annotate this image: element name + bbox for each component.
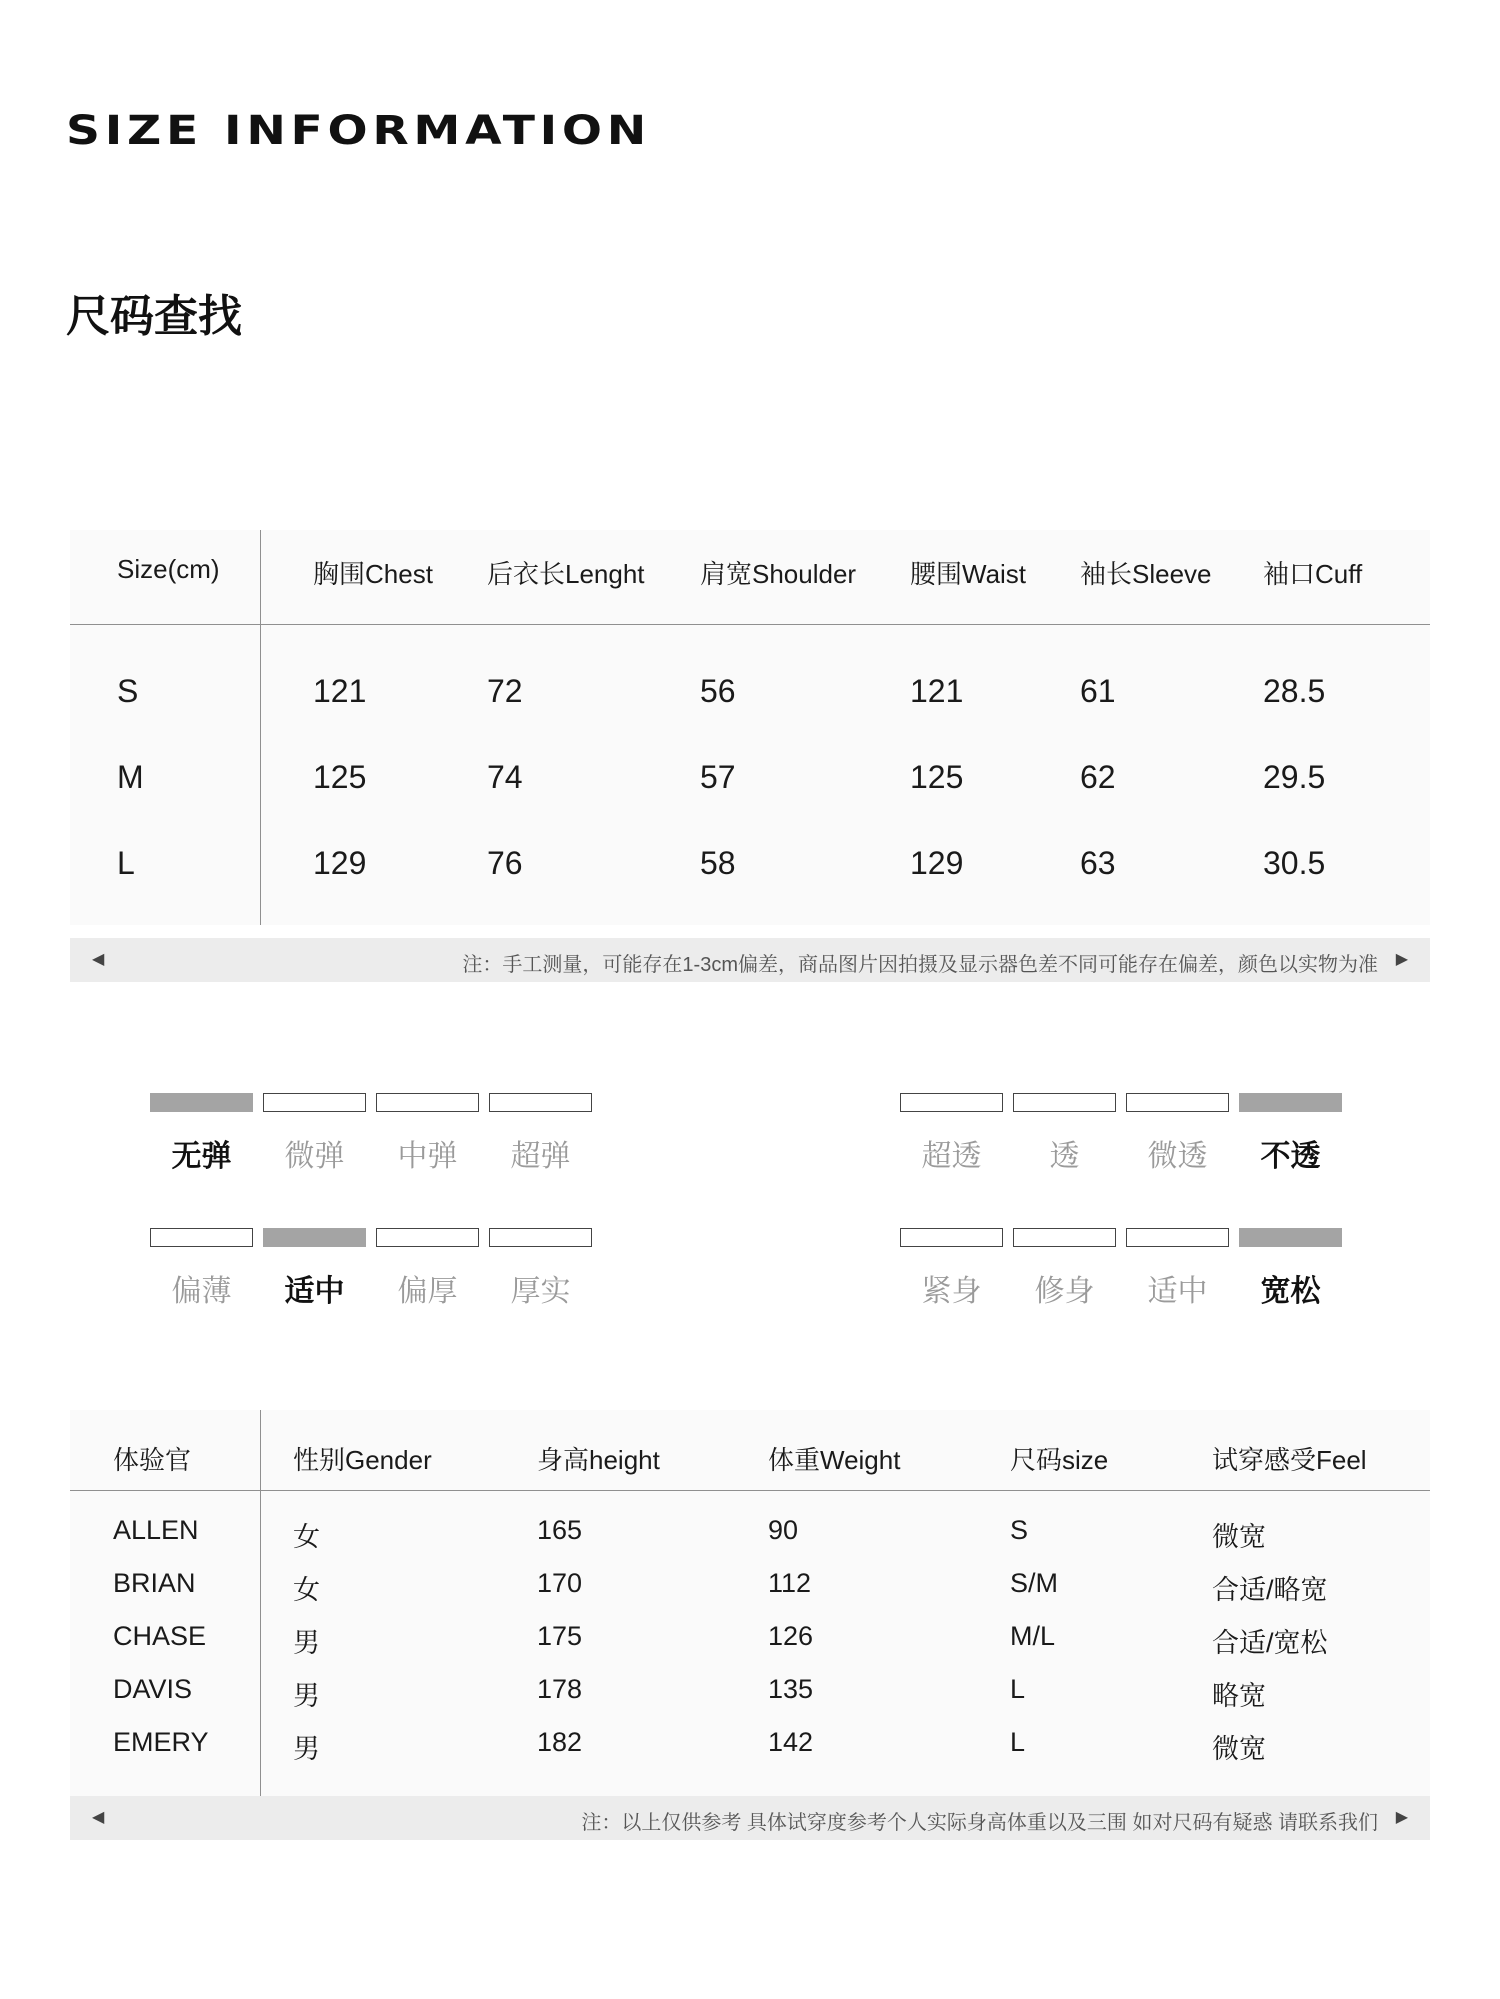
tester-cell: 112	[768, 1568, 812, 1598]
triangle-left-icon[interactable]: ◀	[92, 1809, 105, 1826]
tester-cell: 男	[293, 1734, 320, 1764]
size-cell: 58	[700, 845, 736, 881]
fit-scale	[900, 1228, 1350, 1308]
scale-label: 适中	[1147, 1274, 1208, 1309]
tester-cell: BRIAN	[113, 1568, 196, 1598]
scale-label: 超弹	[510, 1139, 571, 1174]
tester-cell: M/L	[1010, 1621, 1056, 1651]
tester-cell: L	[1010, 1727, 1026, 1757]
size-cell: 63	[1080, 845, 1116, 881]
scale-label: 适中	[284, 1274, 345, 1309]
size-cell: 29.5	[1263, 759, 1326, 795]
tester-note-bar[interactable]	[70, 1796, 1430, 1840]
size-note-text: 注：手工测量，可能存在1-3cm偏差，商品图片因拍摄及显示器色差不同可能存在偏差，颜色以实物为准	[462, 954, 1378, 976]
tester-cell: S	[1010, 1515, 1029, 1545]
tester-cell: 142	[768, 1727, 814, 1757]
size-table-header-rule	[70, 624, 1430, 625]
scale-label: 微弹	[284, 1139, 345, 1174]
tester-cell: 合适/略宽	[1212, 1575, 1328, 1605]
size-cell: L	[117, 845, 135, 881]
tester-cell: 微宽	[1212, 1522, 1266, 1552]
scale-label: 宽松	[1260, 1274, 1321, 1309]
scale-label: 微透	[1147, 1139, 1208, 1174]
tester-cell: 175	[537, 1621, 583, 1651]
scale-bar	[263, 1093, 366, 1112]
scale-bar	[1126, 1093, 1229, 1112]
scale-bar	[1239, 1093, 1342, 1112]
tester-cell: 165	[537, 1515, 583, 1545]
size-note-bar[interactable]	[70, 938, 1430, 982]
scale-bar	[376, 1093, 479, 1112]
size-cell: 72	[487, 673, 523, 709]
tester-cell: 170	[537, 1568, 583, 1598]
transparency-scale	[900, 1093, 1350, 1173]
tester-cell: S/M	[1010, 1568, 1059, 1598]
size-cell: 61	[1080, 673, 1116, 709]
scale-bar	[489, 1228, 592, 1247]
tester-cell: CHASE	[113, 1621, 207, 1651]
tester-cell: 女	[293, 1575, 320, 1605]
tester-cell: 男	[293, 1681, 320, 1711]
size-table	[70, 530, 1430, 925]
scale-bar	[1013, 1228, 1116, 1247]
tester-cell: 126	[768, 1621, 814, 1651]
size-cell: 129	[910, 845, 964, 881]
scale-bar	[150, 1228, 253, 1247]
size-col-header: Size(cm)	[117, 554, 220, 584]
size-cell: 57	[700, 759, 736, 795]
size-cell: 121	[313, 673, 367, 709]
size-cell: M	[117, 759, 144, 795]
scale-label: 中弹	[397, 1139, 458, 1174]
scale-bar	[150, 1093, 253, 1112]
size-col-header: 胸围Chest	[313, 559, 433, 589]
scale-bar	[1013, 1093, 1116, 1112]
tester-cell: L	[1010, 1674, 1026, 1704]
size-cell: 121	[910, 673, 964, 709]
scale-bar	[489, 1093, 592, 1112]
tester-cell: DAVIS	[113, 1674, 193, 1704]
size-table-divider	[260, 530, 261, 925]
triangle-right-icon[interactable]: ▶	[1395, 1809, 1408, 1826]
triangle-right-icon[interactable]: ▶	[1395, 951, 1408, 968]
tester-note-text: 注：以上仅供参考 具体试穿度参考个人实际身高体重以及三围 如对尺码有疑惑 请联系我们	[581, 1812, 1378, 1834]
tester-cell: EMERY	[113, 1727, 209, 1757]
scale-label: 透	[1049, 1139, 1080, 1174]
size-cell: 125	[313, 759, 367, 795]
thickness-scale	[150, 1228, 600, 1308]
scale-bar	[900, 1228, 1003, 1247]
scale-label: 偏厚	[397, 1274, 458, 1309]
tester-table-divider	[260, 1410, 261, 1805]
page-title-cn: 尺码查找	[66, 291, 242, 342]
tester-cell: ALLEN	[113, 1515, 199, 1545]
scale-label: 不透	[1260, 1139, 1321, 1174]
tester-col-header: 试穿感受Feel	[1212, 1445, 1367, 1475]
tester-cell: 90	[768, 1515, 799, 1545]
size-cell: 30.5	[1263, 845, 1326, 881]
tester-col-header: 体重Weight	[768, 1445, 901, 1475]
tester-cell: 微宽	[1212, 1734, 1266, 1764]
tester-col-header: 身高height	[537, 1445, 660, 1475]
tester-table-header-rule	[70, 1490, 1430, 1491]
tester-cell: 182	[537, 1727, 583, 1757]
scale-bar	[1126, 1228, 1229, 1247]
tester-col-header: 性别Gender	[293, 1445, 432, 1475]
scale-bar	[1239, 1228, 1342, 1247]
size-cell: 74	[487, 759, 523, 795]
size-cell: S	[117, 673, 139, 709]
elasticity-scale	[150, 1093, 600, 1173]
tester-cell: 178	[537, 1674, 583, 1704]
size-cell: 129	[313, 845, 367, 881]
tester-cell: 135	[768, 1674, 814, 1704]
scale-label: 紧身	[921, 1274, 982, 1309]
scale-label: 无弹	[171, 1139, 232, 1174]
size-col-header: 袖口Cuff	[1263, 559, 1363, 589]
size-col-header: 腰围Waist	[910, 559, 1027, 589]
tester-cell: 合适/宽松	[1212, 1628, 1328, 1658]
scale-bar	[900, 1093, 1003, 1112]
scale-label: 修身	[1034, 1274, 1095, 1309]
tester-col-header: 体验官	[113, 1445, 192, 1475]
scale-label: 偏薄	[171, 1274, 232, 1309]
size-cell: 125	[910, 759, 964, 795]
size-col-header: 肩宽Shoulder	[700, 559, 857, 589]
size-col-header: 袖长Sleeve	[1080, 559, 1212, 589]
tester-cell: 略宽	[1212, 1681, 1266, 1711]
scale-bar	[376, 1228, 479, 1247]
page-title-en: SIZE INFORMATION	[66, 108, 651, 154]
tester-cell: 女	[293, 1522, 320, 1552]
scale-label: 厚实	[510, 1274, 571, 1309]
tester-col-header: 尺码size	[1010, 1445, 1109, 1475]
tester-table	[70, 1410, 1430, 1805]
size-cell: 28.5	[1263, 673, 1326, 709]
scale-bar	[263, 1228, 366, 1247]
triangle-left-icon[interactable]: ◀	[92, 951, 105, 968]
scale-label: 超透	[921, 1139, 982, 1174]
tester-cell: 男	[293, 1628, 320, 1658]
size-cell: 56	[700, 673, 736, 709]
size-cell: 62	[1080, 759, 1116, 795]
size-col-header: 后衣长Lenght	[487, 559, 645, 589]
size-cell: 76	[487, 845, 523, 881]
